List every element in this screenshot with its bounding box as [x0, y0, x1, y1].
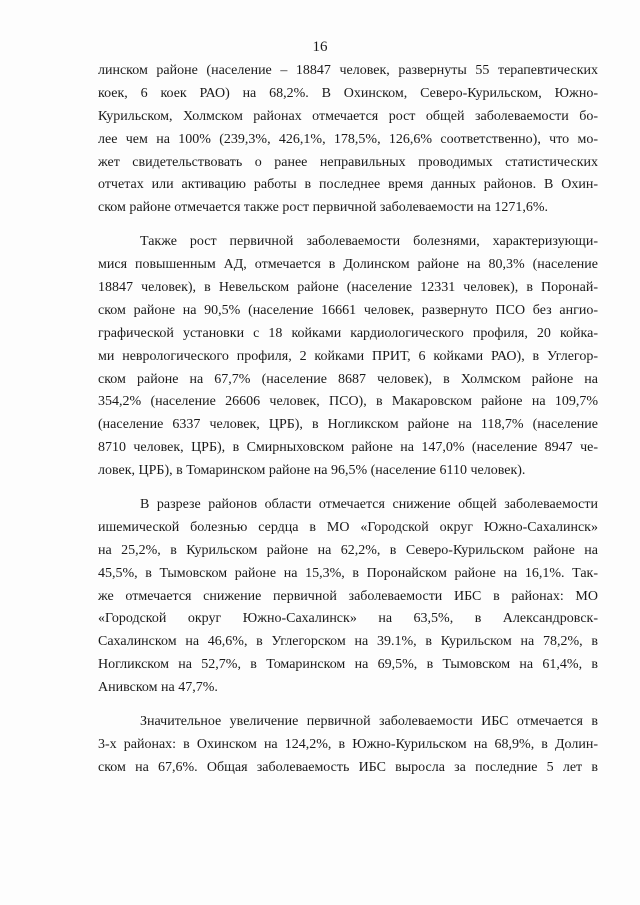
text-line: ском районе на 67,7% (население 8687 человек), в Холмском районе на	[98, 371, 598, 387]
text-line: на 25,2%, в Курильском районе на 62,2%, в Северо-Курильском районе на	[98, 542, 598, 558]
text-line: Анивском на 47,7%.	[98, 680, 218, 696]
text-line: ишемической болезнью сердца в МО «Городской округ Южно-Сахалинск»	[98, 519, 598, 535]
text-line: жет свидетельствовать о ранее неправильных проводимых статистических	[98, 154, 598, 170]
text-line: 3-х районах: в Охинском на 124,2%, в Южно-Курильском на 68,9%, в Долин-	[98, 736, 598, 752]
text-line: мися повышенным АД, отмечается в Долинском районе на 80,3% (население	[98, 257, 598, 273]
text-line: В разрезе районов области отмечается снижение общей заболеваемости	[140, 497, 598, 513]
text-line: коек, 6 коек РАО) на 68,2%. В Охинском, Северо-Курильском, Южно-	[98, 85, 598, 101]
text-line: 8710 человек, ЦРБ), в Смирныховском районе на 147,0% (население 8947 че-	[98, 440, 598, 456]
text-line: «Городской округ Южно-Сахалинск» на 63,5%, в Александровск-	[98, 611, 598, 627]
text-line: Также рост первичной заболеваемости болезнями, характеризующи-	[140, 234, 598, 250]
paragraph	[98, 711, 598, 780]
paragraph-gap	[98, 483, 598, 494]
text-line: ми неврологического профиля, 2 койками ПРИТ, 6 койками РАО), в Углегор-	[98, 348, 598, 364]
paragraph-gap	[98, 220, 598, 231]
document-body	[98, 60, 598, 780]
text-line: графической установки с 18 койками кардиологического профиля, 20 койка-	[98, 325, 598, 341]
text-line: ском районе отмечается также рост первичной заболеваемости на 1271,6%.	[98, 200, 549, 216]
text-line: 45,5%, в Тымовском районе на 15,3%, в Поронайском районе на 16,1%. Так-	[98, 565, 598, 581]
text-line: (население 6337 человек, ЦРБ), в Ногликском районе на 118,7% (население	[98, 417, 598, 433]
text-line: ском на 67,6%. Общая заболеваемость ИБС выросла за последние 5 лет в	[98, 759, 598, 775]
page-number: 16	[312, 39, 328, 55]
text-line: Ногликском на 52,7%, в Томаринском на 69,5%, в Тымовском на 61,4%, в	[98, 657, 598, 673]
text-line: Значительное увеличение первичной заболеваемости ИБС отмечается в	[140, 714, 598, 730]
text-line: 18847 человек), в Невельском районе (население 12331 человек), в Поронай-	[98, 280, 598, 296]
text-line: ском районе на 90,5% (население 16661 человек, развернуто ПСО без ангио-	[98, 302, 598, 318]
paragraph-gap	[98, 700, 598, 711]
text-line: линском районе (население – 18847 человек, развернуты 55 терапевтических	[98, 63, 598, 78]
text-line: же отмечается снижение первичной заболеваемости ИБС в районах: МО	[98, 588, 598, 604]
paragraph	[98, 231, 598, 483]
text-line: лее чем на 100% (239,3%, 426,1%, 178,5%, 126,6% соответственно), что мо-	[98, 131, 598, 147]
text-line: отчетах или активацию работы в последнее время данных районов. В Охин-	[98, 177, 598, 193]
paragraph	[98, 60, 598, 220]
text-line: Сахалинском на 46,6%, в Углегорском на 39.1%, в Курильском на 78,2%, в	[98, 634, 598, 650]
text-line: Курильском, Холмском районах отмечается рост общей заболеваемости бо-	[98, 108, 598, 124]
text-line: 354,2% (население 26606 человек, ПСО), в Макаровском районе на 109,7%	[98, 394, 598, 410]
paragraph	[98, 494, 598, 700]
text-line: ловек, ЦРБ), в Томаринском районе на 96,5% (население 6110 человек).	[98, 463, 526, 479]
